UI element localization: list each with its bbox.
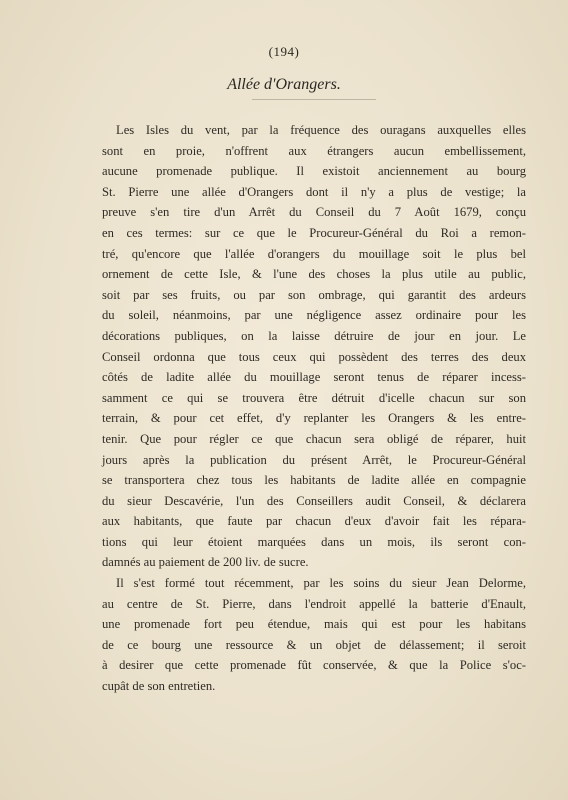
title-underline <box>252 99 376 100</box>
text-line: tions qui leur étoient marquées dans un mois, ils seront con- <box>102 534 526 549</box>
text-line: terrain, & pour cet effet, d'y replanter les Orangers & les entre- <box>102 411 526 426</box>
text-line: en ces termes: sur ce que le Procureur-Général du Roi a remon- <box>102 225 526 240</box>
text-line: du soleil, néanmoins, par une négligence assez ordinaire pour les <box>102 308 526 323</box>
text-line: se transportera chez tous les habitants de ladite allée en compagnie <box>102 473 526 488</box>
text-line: décorations publiques, on la laisse détruire de jour en jour. Le <box>102 328 526 343</box>
section-title: Allée d'Orangers. <box>227 76 341 93</box>
text-line: St. Pierre une allée d'Orangers dont il n'y a plus de vestige; la <box>102 184 526 199</box>
text-line: sont en proie, n'offrent aux étrangers aucun embellissement, <box>102 143 526 158</box>
show-through-text <box>195 0 415 38</box>
text-line: de ce bourg une ressource & un objet de délassement; il seroit <box>102 637 526 652</box>
text-line: du sieur Descavérie, l'un des Conseillers audit Conseil, & déclarera <box>102 493 526 508</box>
text-line: cupât de son entretien. <box>102 679 216 694</box>
text-line: damnés au paiement de 200 liv. de sucre. <box>102 555 309 570</box>
text-line: côtés de ladite allée du mouillage seront tenus de réparer incess- <box>102 370 526 385</box>
text-line: jours après la publication du présent Arrêt, le Procureur-Général <box>102 452 526 467</box>
text-line: preuve s'en tire d'un Arrêt du Conseil du 7 Août 1679, conçu <box>102 205 526 220</box>
page-number: (194) <box>268 44 300 59</box>
text-line: tenir. Que pour régler ce que chacun sera obligé de réparer, huit <box>102 431 526 446</box>
text-line: samment ce qui se trouvera être détruit d'icelle chacun sur son <box>102 390 526 405</box>
text-line: Conseil ordonna que tous ceux qui possèdent des terres des deux <box>102 349 526 364</box>
text-line: ornement de cette Isle, & l'une des choses la plus utile au public, <box>102 267 526 282</box>
text-line: une promenade fort peu étendue, mais qui est pour les habitans <box>102 617 526 632</box>
text-line: Les Isles du vent, par la fréquence des ouragans auxquelles elles <box>116 123 526 137</box>
text-line: au centre de St. Pierre, dans l'endroit appellé la batterie d'Enault, <box>102 596 526 611</box>
text-line: soit par ses fruits, ou par son ombrage, qui garantit des ardeurs <box>102 287 526 302</box>
text-line: aucune promenade publique. Il existoit anciennement au bourg <box>102 164 526 179</box>
text-line: aux habitants, que faute par chacun d'eux d'avoir fait les répara- <box>102 514 526 529</box>
text-line: tré, qu'encore que l'allée d'orangers du mouillage soit le plus bel <box>102 246 526 261</box>
text-line: Il s'est formé tout récemment, par les soins du sieur Jean Delorme, <box>116 576 526 591</box>
text-line: à desirer que cette promenade fût conservée, & que la Police s'oc- <box>102 658 526 673</box>
body-text <box>102 120 526 697</box>
